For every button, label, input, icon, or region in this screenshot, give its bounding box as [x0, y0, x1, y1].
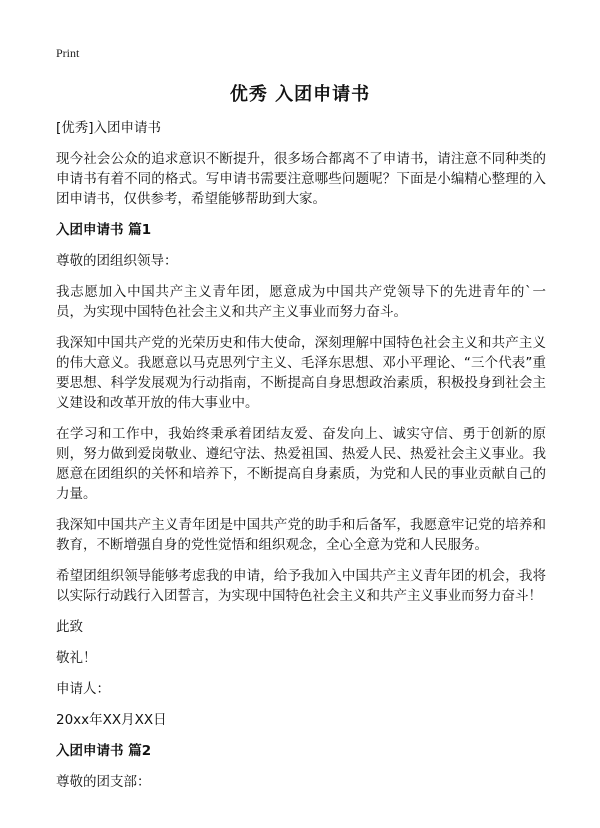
body-paragraph: 我志愿加入中国共产主义青年团，愿意成为中国共产党领导下的先进青年的`一员，为实现中国特色社会主义和共产主义事业而努力奋斗。 — [56, 284, 546, 320]
document-body — [56, 118, 546, 803]
greeting: 尊敬的团组织领导： — [56, 253, 178, 269]
closing-salute: 敬礼！ — [56, 650, 97, 666]
body-paragraph: 我深知中国共产党的光荣历史和伟大使命，深刻理解中国特色社会主义和共产主义的伟大意义。我愿意以马克思列宁主义、毛泽东思想、邓小平理论、“三个代表”重要思想、科学发展观为行动指南，不断提高自身思想政治素质，积极投身到社会主义建设和改革开放的伟大事业中。 — [56, 335, 546, 411]
section-heading: 入团申请书 篇1 — [56, 222, 152, 238]
subtitle: [优秀]入团申请书 — [56, 120, 162, 136]
applicant-label: 申请人： — [56, 681, 110, 697]
section-heading: 入团申请书 篇2 — [56, 743, 152, 759]
print-label: Print — [56, 46, 80, 60]
body-paragraph: 我深知中国共产主义青年团是中国共产党的助手和后备军，我愿意牢记党的培养和教育，不断增强自身的党性觉悟和组织观念，全心全意为党和人民服务。 — [56, 517, 546, 553]
body-paragraph: 希望团组织领导能够考虑我的申请，给予我加入中国共产主义青年团的机会，我将以实际行动践行入团誓言，为实现中国特色社会主义和共产主义事业而努力奋斗！ — [56, 568, 546, 604]
body-paragraph: 在学习和工作中，我始终秉承着团结友爱、奋发向上、诚实守信、勇于创新的原则，努力做到爱岗敬业、遵纪守法、热爱祖国、热爱人民、热爱社会主义事业。我愿意在团组织的关怀和培养下，不断提高自身素质，为党和人民的事业贡献自己的力量。 — [56, 426, 546, 502]
greeting: 尊敬的团支部： — [56, 774, 151, 790]
closing-line: 此致 — [56, 619, 83, 635]
document-title: 优秀 入团申请书 — [229, 84, 371, 105]
date-line: 20xx年XX月XX日 — [56, 712, 167, 728]
intro-paragraph: 现今社会公众的追求意识不断提升，很多场合都离不了申请书，请注意不同种类的申请书有着不同的格式。写申请书需要注意哪些问题呢？下面是小编精心整理的入团申请书，仅供参考，希望能够帮助到大家。 — [56, 151, 546, 207]
